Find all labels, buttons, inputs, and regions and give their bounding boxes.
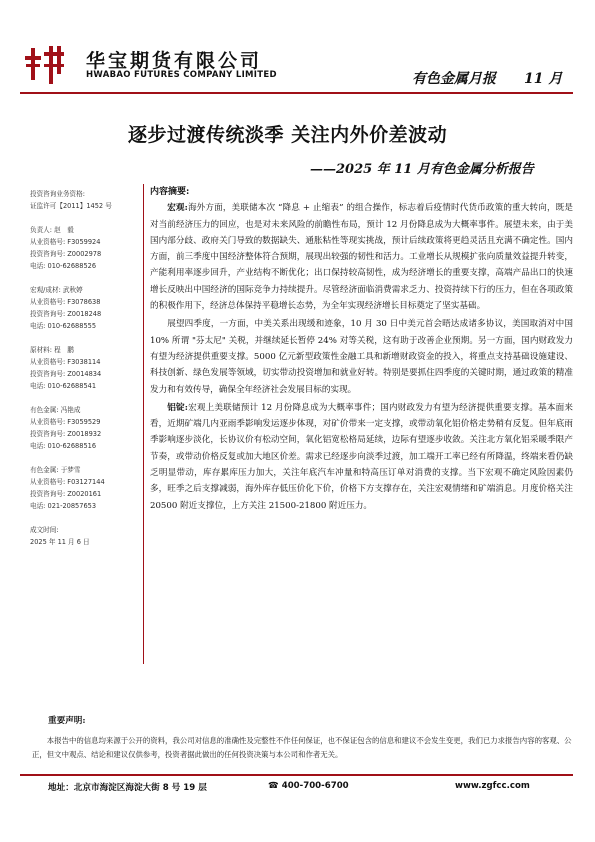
analyst-consult-id: 投资咨询号: Z0020161 [30, 490, 102, 498]
analyst-role: 有色金属: 于梦雪 [30, 466, 81, 474]
disclaimer-text: 本报告中的信息均来源于公开的资料，我公司对信息的准确性及完整性不作任何保证，也不保证包含的信息和建议不会发生变更，我们已力求报告内容的客观、公正，但文中观点、结论和建议仅供参考，投资者据此做出的任何投资决策与本公司和作者无关。 [32, 736, 572, 759]
analyst-practice-id: 从业资格号: F03127144 [30, 478, 105, 486]
footer-address: 地址：北京市海淀区海淀大街 8 号 19 层 [48, 783, 207, 793]
footer-website[interactable]: www.zgfcc.com [455, 781, 530, 791]
analyst-practice-id: 从业资格号: F3038114 [30, 358, 101, 366]
aluminum-paragraph [150, 400, 573, 514]
report-type: 有色金属月报 [412, 71, 496, 87]
analyst-practice-id: 从业资格号: F3059924 [30, 238, 101, 246]
company-name-cn: 华宝期货有限公司 [86, 50, 263, 72]
analyst-phone: 电话: 010-62688541 [30, 382, 97, 390]
date-value: 2025 年 11 月 6 日 [30, 538, 90, 546]
footer-divider [20, 774, 573, 776]
aluminum-label: 铝锭: [167, 402, 188, 413]
analyst-practice-id: 从业资格号: F3078638 [30, 298, 101, 306]
aluminum-text: 宏观上美联储预计 12 月份降息成为大概率事件；国内财政发力有望为经济提供重要支撑。基本面来看，近期矿端几内亚雨季影响发运逐步体现，对矿价带来一定支撑，或带动氧化铝价格走势稍有反复。但年底雨季影响逐步淡化，长协议价有松动空间，氧化铝宽松格局延续，边际有望逐步收敛。关注北方氧化铝采暖季限产节奏，或带动价格反复或加大地区价差。需求已经逐步向淡季过渡，加工端开工率已经有所降温，终端来看仍缺乏明显带动，库存累库压力加大，关注年底汽车冲量和特高压订单对消费的支撑。当下宏观不确定风险因素仍多，旺季之后支撑减弱，海外库存低压价化下价，价格下方支撑存在，关注宏观情绪和矿端消息。月度价格关注 20500 附近支撑位，上方关注 21500-21800 附近压力。 [150, 402, 573, 511]
phone-icon: ☎ [268, 781, 279, 791]
analyst-role: 负责人: 赵 毅 [30, 226, 74, 234]
analyst-role: 宏观/成材: 武秋婷 [30, 286, 83, 294]
macro-text: 海外方面，美联储本次 “降息 + 止缩表” 的组合操作，标志着后疫情时代货币政策的重大转向，既是对当前经济压力的回应，也是对未来风险的前瞻性布局，预计 12 月份降息成为大概率事件。展望未来，由于美国内部分歧、政府关门导致的数据缺失、通胀粘性等现实挑战，预计后续政策将更趋灵活且充满不确定性。国内方面，前三季度中国经济整体符合预期，展现出较强的韧性和活力。工业增长从规模扩张向质量效益提升转变，产能利用率逐步回升，产业结构不断优化；出口保持较高韧性，成为经济增长的重要支撑，高端产品出口的快速增长反映出中国经济的国际竞争力持续提升。尽管经济面临消费需求乏力、投资持续下行的压力，但在各项政策的积极作用下，经济总体保持平稳增长态势，为全年实现经济增长目标奠定了坚实基础。 [150, 203, 573, 312]
sidebar-divider [143, 184, 144, 664]
analyst-phone: 电话: 010-62688526 [30, 262, 97, 270]
analyst-role: 原材料: 程 鹏 [30, 346, 74, 354]
report-month: 11 月 [524, 71, 563, 87]
analyst-consult-id: 投资咨询号: Z0018248 [30, 310, 102, 318]
header-divider [20, 92, 573, 94]
disclaimer-title: 重要声明: [48, 716, 86, 726]
footer-phone-number: 400-700-6700 [281, 781, 349, 791]
report-subtitle: ——2025 年 11 月有色金属分析报告 [310, 162, 534, 177]
report-title: 逐步过渡传统淡季 关注内外价差波动 [128, 124, 448, 146]
outlook-paragraph: 展望四季度，一方面，中美关系出现缓和迹象，10 月 30 日中美元首会晤达成诸多协议，美国取消对中国 10% 所谓 "芬太尼" 关税，并继续延长暂停 24% 对等关税，这有助于改善企业预期。另一方面，国内财政发力有望为经济提供重要支撑。5000 亿元新型政策性金融工具和新增财政资金的投入，将重点支持基础设施建设、科技创新、绿色发展等领域，切实带动投资增加和就业好转。特别是要抓住四季度的关键时期，通过政策的精准发力和有效传导，确保全年经济社会发展目标的实现。 [150, 319, 573, 395]
qualification-label: 投资咨询业务资格: [30, 190, 85, 198]
company-logo [22, 42, 68, 88]
analyst-sidebar [30, 188, 140, 548]
analyst-consult-id: 投资咨询号: Z0002978 [30, 250, 102, 258]
summary-heading: 内容摘要: [150, 187, 190, 197]
analyst-phone: 电话: 010-62688516 [30, 442, 97, 450]
footer-phone [268, 781, 349, 791]
macro-paragraph [150, 200, 573, 314]
analyst-consult-id: 投资咨询号: Z0014834 [30, 370, 102, 378]
report-summary [150, 184, 573, 514]
macro-label: 宏观: [167, 203, 188, 214]
analyst-role: 有色金属: 冯艳成 [30, 406, 81, 414]
qualification-value: 证监许可【2011】1452 号 [30, 202, 112, 210]
company-name-en: HWABAO FUTURES COMPANY LIMITED [86, 70, 277, 80]
date-label: 成文时间: [30, 526, 59, 534]
analyst-phone: 电话: 010-62688555 [30, 322, 97, 330]
analyst-practice-id: 从业资格号: F3059529 [30, 418, 101, 426]
analyst-phone: 电话: 021-20857653 [30, 502, 97, 510]
analyst-consult-id: 投资咨询号: Z0018932 [30, 430, 102, 438]
